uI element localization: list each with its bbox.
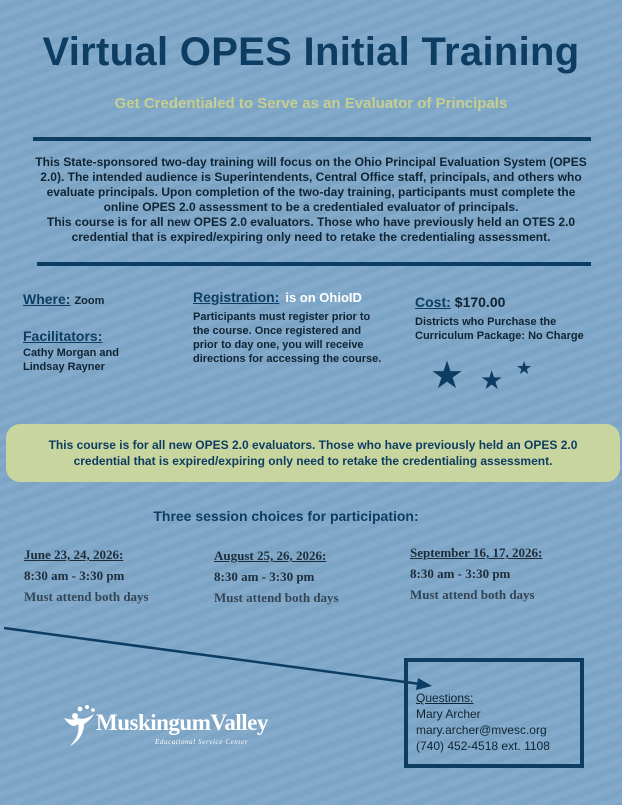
where-value: Zoom [74,295,105,307]
session-date: September 16, 17, 2026: [410,545,543,560]
questions-box [404,658,584,768]
cost-block [415,294,615,343]
where-block [23,291,104,309]
intro-paragraph-2: This course is for all new OPES 2.0 evaluators. Those who have previously held an OTES 2.0 credential that is expired/expiring only need to retake the credentialing assessment. [46,215,576,244]
top-divider [33,137,591,141]
callout-text: This course is for all new OPES 2.0 evaluators. Those who have previously held an OPES 2.0 credential that is expired/expiring only need to retake the credentialing assessment. [48,438,578,468]
contact-email[interactable]: mary.archer@mvesc.org [416,723,547,737]
contact-phone[interactable]: (740) 452-4518 ext. 1108 [416,739,550,753]
star-icon: ★ [516,358,533,378]
logo-tagline: Educational Service Center [155,738,248,746]
star-icon: ★ [430,355,465,397]
cost-text: Districts who Purchase the Curriculum Package: No Charge [415,316,584,342]
questions-contact [416,690,550,754]
intro-text [30,155,592,245]
session-time: 8:30 am - 3:30 pm [410,566,511,581]
stars-decoration [430,357,540,397]
where-label: Where: [23,291,71,307]
sessions-title: Three session choices for participation: [153,508,419,524]
callout-box [6,424,620,482]
logo [60,700,300,750]
facilitators-block [23,328,173,374]
facilitators-value: Cathy Morgan and Lindsay Rayner [23,347,119,373]
logo-name: MuskingumValley [96,710,268,735]
session-1 [24,544,149,607]
registration-value: is on OhioID [285,290,362,305]
registration-block [193,289,393,366]
page-subtitle: Get Credentialed to Serve as an Evaluator of Principals [114,95,508,112]
session-time: 8:30 am - 3:30 pm [24,568,125,583]
intro-paragraph-1: This State-sponsored two-day training will focus on the Ohio Principal Evaluation System (OPES 2.0). The intended audience is Superintendents, Central Office staff, principals, and others who evaluate principals. Upon completion of the two-day training, participants must complete the online OPES 2.0 assessment to be a credentialed evaluator of principals. [35,155,587,214]
session-note: Must attend both days [410,587,535,602]
session-date: June 23, 24, 2026: [24,547,124,562]
contact-name: Mary Archer [416,707,481,721]
session-note: Must attend both days [214,590,339,605]
middle-divider [37,262,591,266]
session-time: 8:30 am - 3:30 pm [214,569,315,584]
page-title: Virtual OPES Initial Training [42,30,580,74]
session-note: Must attend both days [24,589,149,604]
session-date: August 25, 26, 2026: [214,548,327,563]
cost-value: $170.00 [454,294,506,310]
registration-label: Registration: [193,289,280,305]
questions-label: Questions: [416,691,474,705]
registration-text: Participants must register prior to the course. Once registered and prior to day one, you will receive directions for accessing the course. [193,311,382,365]
logo-figure-icon [60,704,96,748]
cost-label: Cost: [415,294,451,310]
star-icon: ★ [480,365,504,395]
facilitators-label: Facilitators: [23,328,103,344]
session-3 [410,542,542,605]
session-2 [214,545,339,608]
